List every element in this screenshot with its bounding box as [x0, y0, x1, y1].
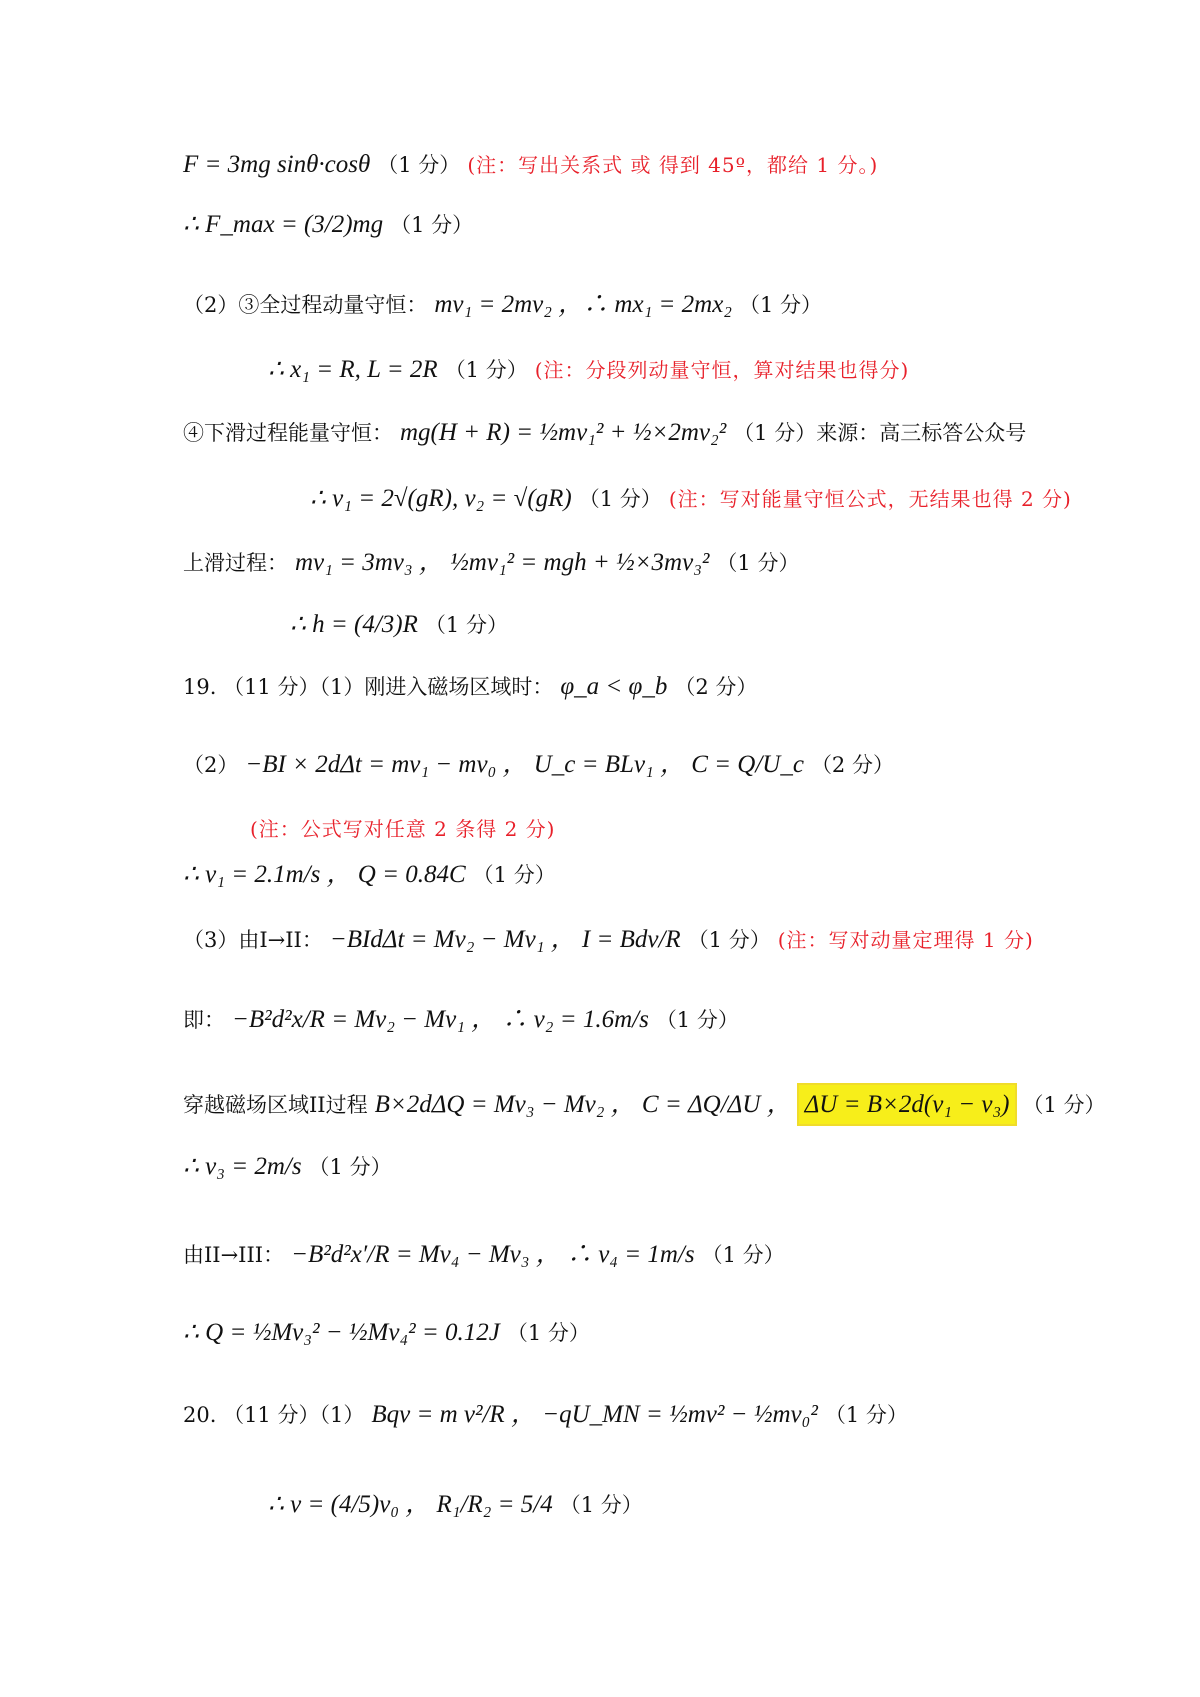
score-note: （1 分）	[390, 213, 474, 237]
solution-line-18	[0, 1318, 1200, 1348]
solution-line-20	[0, 1490, 1200, 1520]
solution-line-10	[0, 750, 1200, 780]
step-text: 上滑过程：	[183, 551, 288, 575]
solution-line-5	[0, 418, 1200, 448]
score-note: （1 分）	[578, 487, 662, 511]
score-note: （1 分）	[308, 1155, 392, 1179]
step-text: 即：	[183, 1008, 225, 1032]
solution-line-3	[0, 290, 1200, 320]
score-note: （1 分）	[506, 1321, 590, 1345]
question-header: 20. （11 分）（1）	[183, 1403, 365, 1427]
score-note: （1 分）	[824, 1403, 908, 1427]
formula: −B²d²x′/R = Mv₄ − Mv₃ ， ∴ v₄ = 1m/s	[291, 1241, 695, 1268]
score-note: （1 分）	[1022, 1093, 1106, 1117]
formula: ∴ x₁ = R, L = 2R	[268, 356, 438, 383]
formula: F = 3mg sinθ·cosθ	[183, 151, 371, 178]
score-note: （1 分）来源：高三标答公众号	[733, 421, 1027, 445]
step-text: 由II→III：	[183, 1243, 285, 1267]
question-header: 19. （11 分）（1）刚进入磁场区域时：	[183, 675, 554, 699]
solution-line-12	[0, 860, 1200, 890]
formula: mv₁ = 2mv₂ ，∴ mx₁ = 2mx₂	[434, 291, 732, 318]
solution-line-1	[0, 150, 1200, 180]
solution-line-7	[0, 548, 1200, 578]
formula: −B²d²x/R = Mv₂ − Mv₁ ， ∴ v₂ = 1.6m/s	[232, 1006, 649, 1033]
formula: mv₁ = 3mv₃ ， ½mv₁² = mgh + ½×3mv₃²	[295, 549, 710, 576]
highlighted-formula: ΔU = B×2d(v₁ − v₃)	[799, 1085, 1016, 1124]
solution-line-2	[0, 210, 1200, 240]
formula: ∴ Q = ½Mv₃² − ½Mv₄² = 0.12J	[183, 1319, 500, 1346]
step-text: 穿越磁场区域II过程	[183, 1093, 368, 1117]
formula: mg(H + R) = ½mv₁² + ½×2mv₂²	[400, 419, 727, 446]
score-note: （2 分）	[810, 753, 894, 777]
solution-line-13	[0, 925, 1200, 955]
score-note: （1 分）	[559, 1493, 643, 1517]
step-text: ④下滑过程能量守恒：	[183, 421, 393, 445]
formula: ∴ v = (4/5)v₀ ， R₁/R₂ = 5/4	[268, 1491, 553, 1518]
solution-line-17	[0, 1240, 1200, 1270]
step-text: （2）③全过程动量守恒：	[183, 293, 428, 317]
formula: B×2dΔQ = Mv₃ − Mv₂ ， C = ΔQ/ΔU ，	[374, 1091, 792, 1118]
solution-line-4	[0, 355, 1200, 385]
score-note: （2 分）	[674, 675, 758, 699]
formula: −BIdΔt = Mv₂ − Mv₁ ， I = Bdv/R	[329, 926, 681, 953]
grading-remark: (注：分段列动量守恒，算对结果也得分)	[534, 358, 910, 382]
formula: φ_a < φ_b	[560, 673, 668, 700]
grading-remark: (注：写对能量守恒公式，无结果也得 2 分)	[668, 487, 1072, 511]
formula: −BI × 2dΔt = mv₁ − mv₀ ， U_c = BLv₁ ， C = Q/U_c	[245, 751, 804, 778]
formula: ∴ h = (4/3)R	[290, 611, 418, 638]
solution-line-11	[0, 814, 1200, 844]
score-note: （1 分）	[444, 358, 528, 382]
grading-remark: (注：写出关系式 或 得到 45º，都给 1 分。)	[467, 153, 879, 177]
formula: ∴ F_max = (3/2)mg	[183, 211, 384, 238]
solution-line-6	[0, 484, 1200, 514]
formula: Bqv = m v²/R ， −qU_MN = ½mv² − ½mv₀²	[371, 1401, 818, 1428]
score-note: （1 分）	[716, 551, 800, 575]
grading-remark: (注：公式写对任意 2 条得 2 分)	[250, 817, 556, 841]
score-note: （1 分）	[738, 293, 823, 317]
formula: ∴ v₃ = 2m/s	[183, 1153, 302, 1180]
score-note: （1 分）	[687, 928, 771, 952]
formula: ∴ v₁ = 2.1m/s ， Q = 0.84C	[183, 861, 466, 888]
score-note: （1 分）	[472, 863, 556, 887]
solution-line-15	[0, 1090, 1200, 1120]
score-note: （1 分）	[655, 1008, 739, 1032]
step-text: （3）由I→II：	[183, 928, 323, 952]
formula: ∴ v₁ = 2√(gR), v₂ = √(gR)	[310, 485, 572, 512]
solution-line-19	[0, 1400, 1200, 1430]
grading-remark: (注：写对动量定理得 1 分)	[777, 928, 1034, 952]
score-note: （1 分）	[377, 153, 461, 177]
solution-line-8	[0, 610, 1200, 640]
step-text: （2）	[183, 753, 239, 777]
solution-line-14	[0, 1005, 1200, 1035]
solution-line-9	[0, 672, 1200, 702]
solution-line-16	[0, 1152, 1200, 1182]
score-note: （1 分）	[701, 1243, 785, 1267]
score-note: （1 分）	[424, 613, 508, 637]
